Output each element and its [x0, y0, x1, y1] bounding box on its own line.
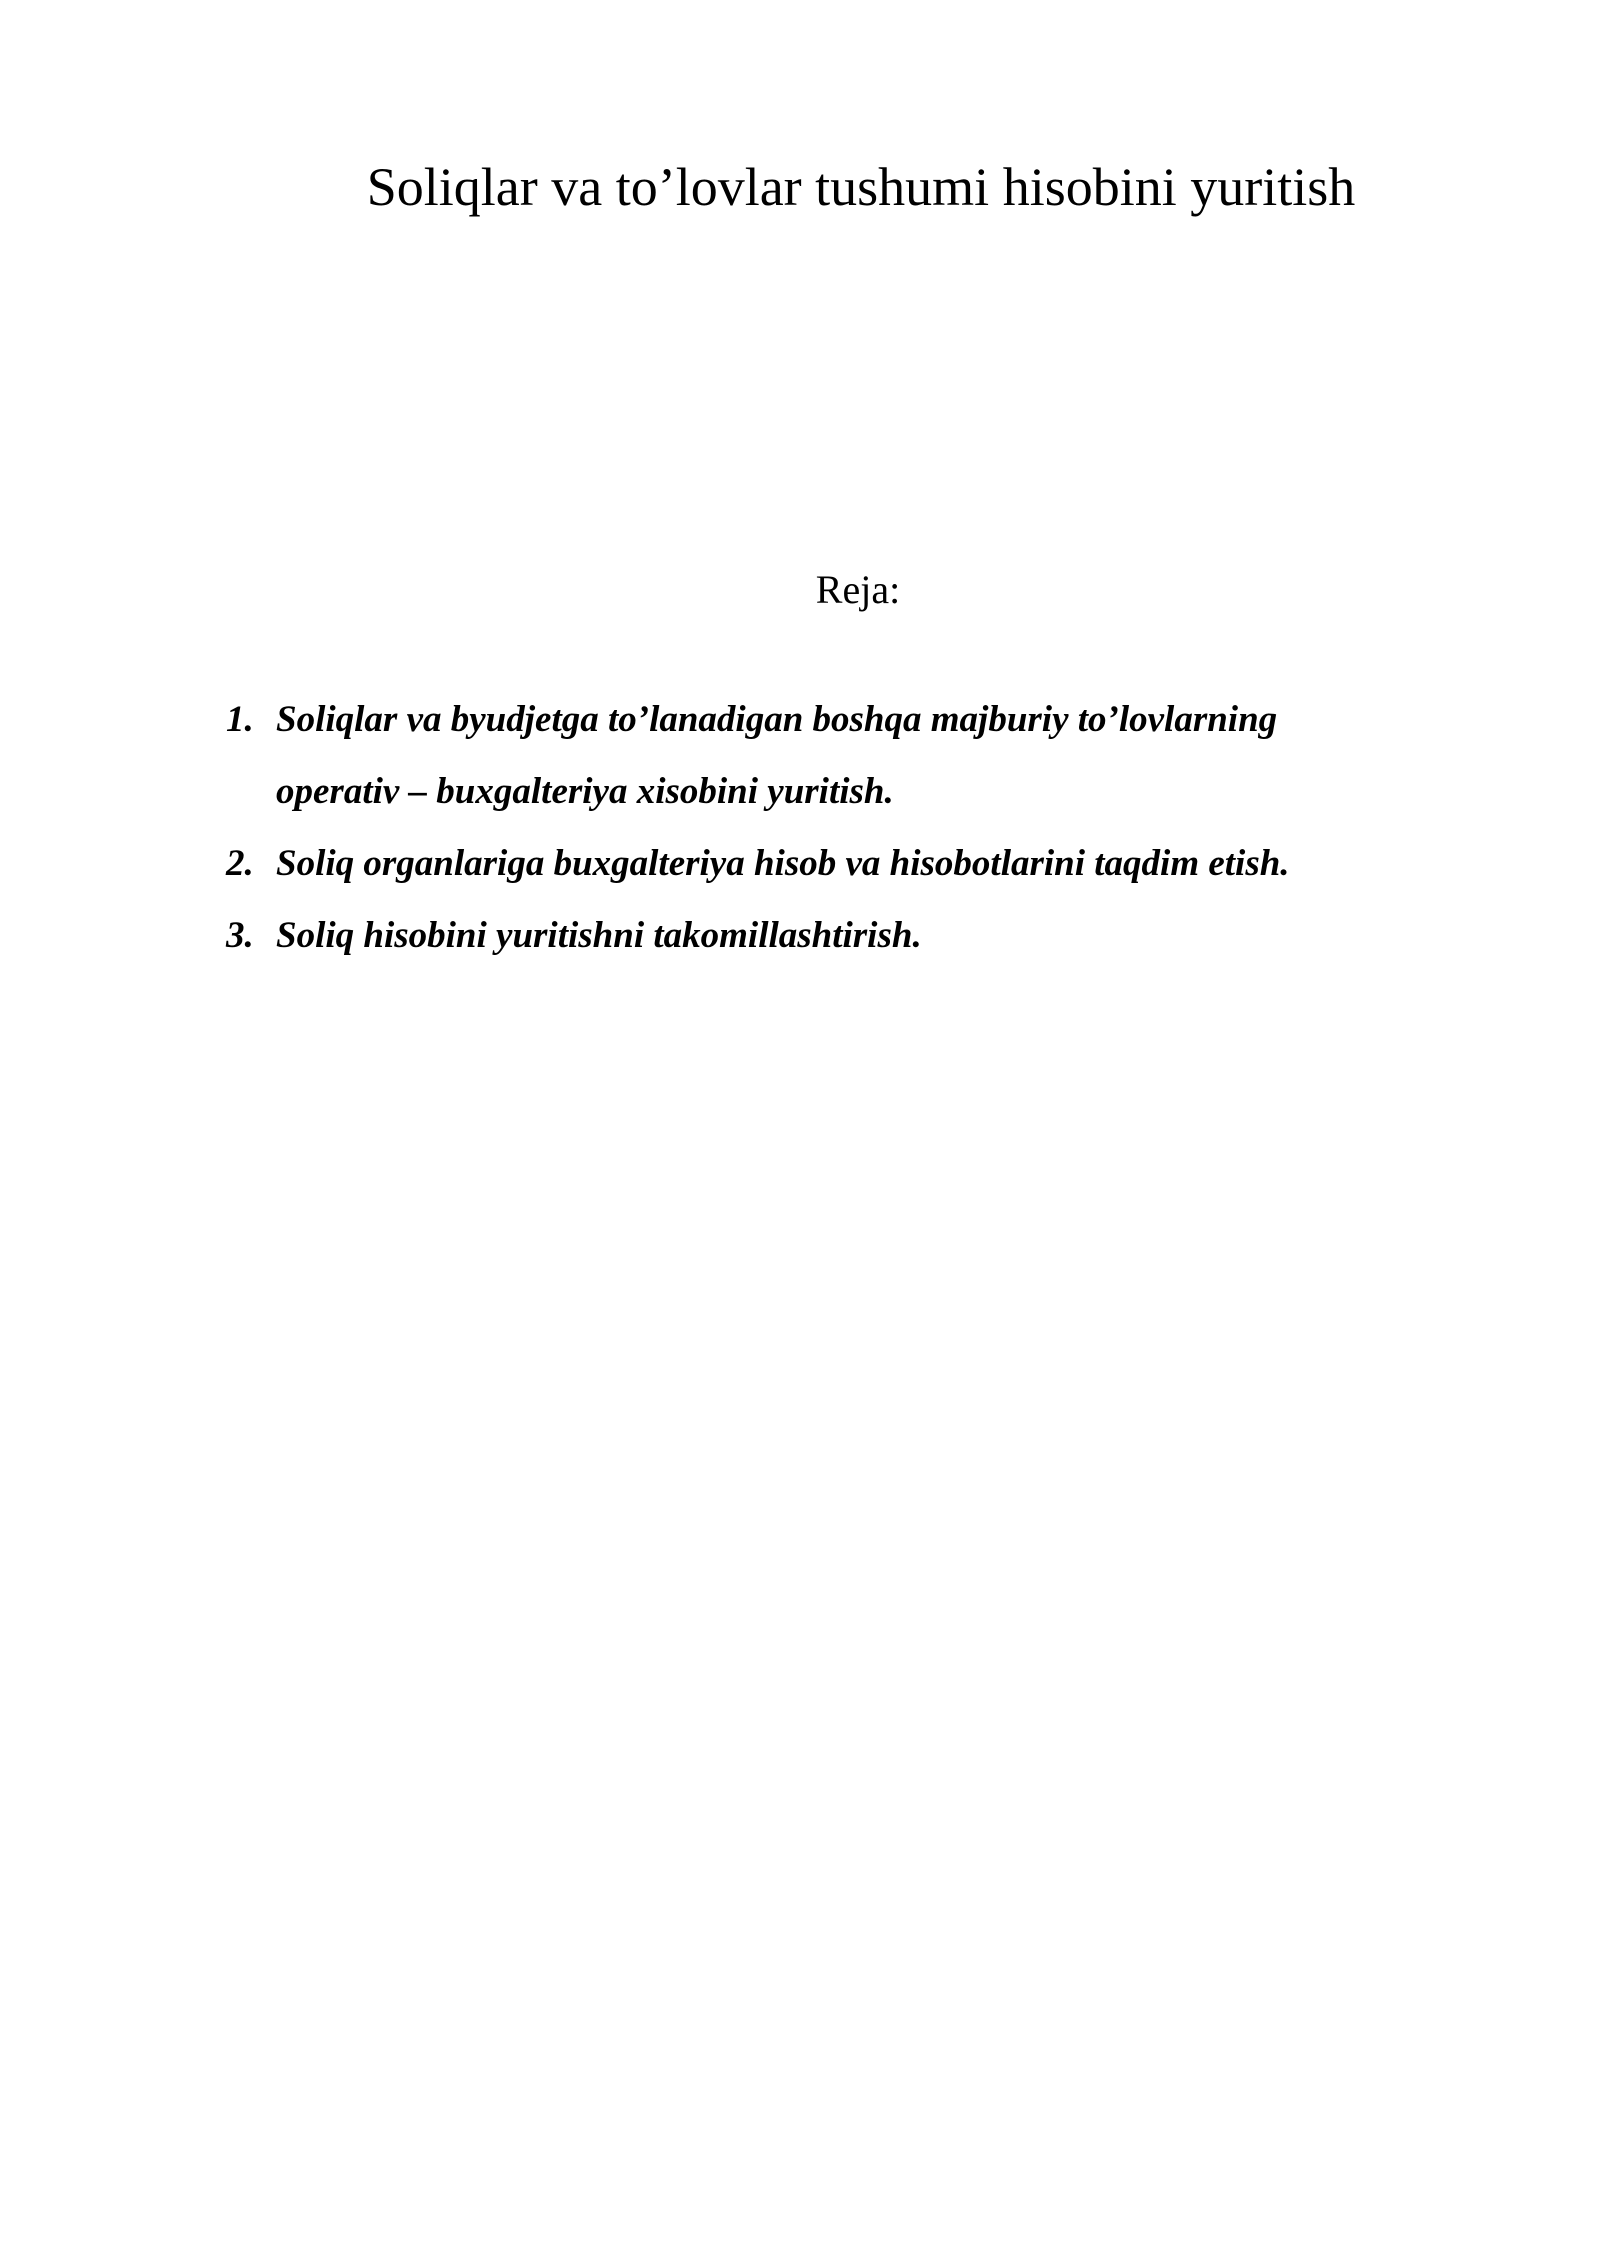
plan-heading: Reja: [815, 567, 901, 612]
plan-item-text-line: Soliq organlariga buxgalteriya hisob va hisobotlarini taqdim etish. [276, 843, 1290, 884]
plan-item-number: 2. [226, 843, 254, 884]
plan-item-number: 1. [226, 699, 254, 740]
plan-item-text-line: Soliq hisobini yuritishni takomillashtirish. [276, 915, 922, 956]
plan-item-3 [226, 900, 1526, 972]
plan-item-1 [226, 684, 1526, 828]
document-title: Soliqlar va to’lovlar tushumi hisobini yuritish [366, 157, 1356, 217]
plan-item-2 [226, 828, 1526, 900]
plan-item-number: 3. [226, 915, 254, 956]
plan-item-text-line: operativ – buxgalteriya xisobini yuritish. [276, 771, 894, 812]
plan-item-text-line: Soliqlar va byudjetga to’lanadigan boshqa majburiy to’lovlarning [276, 699, 1278, 740]
plan-list [226, 684, 1526, 972]
